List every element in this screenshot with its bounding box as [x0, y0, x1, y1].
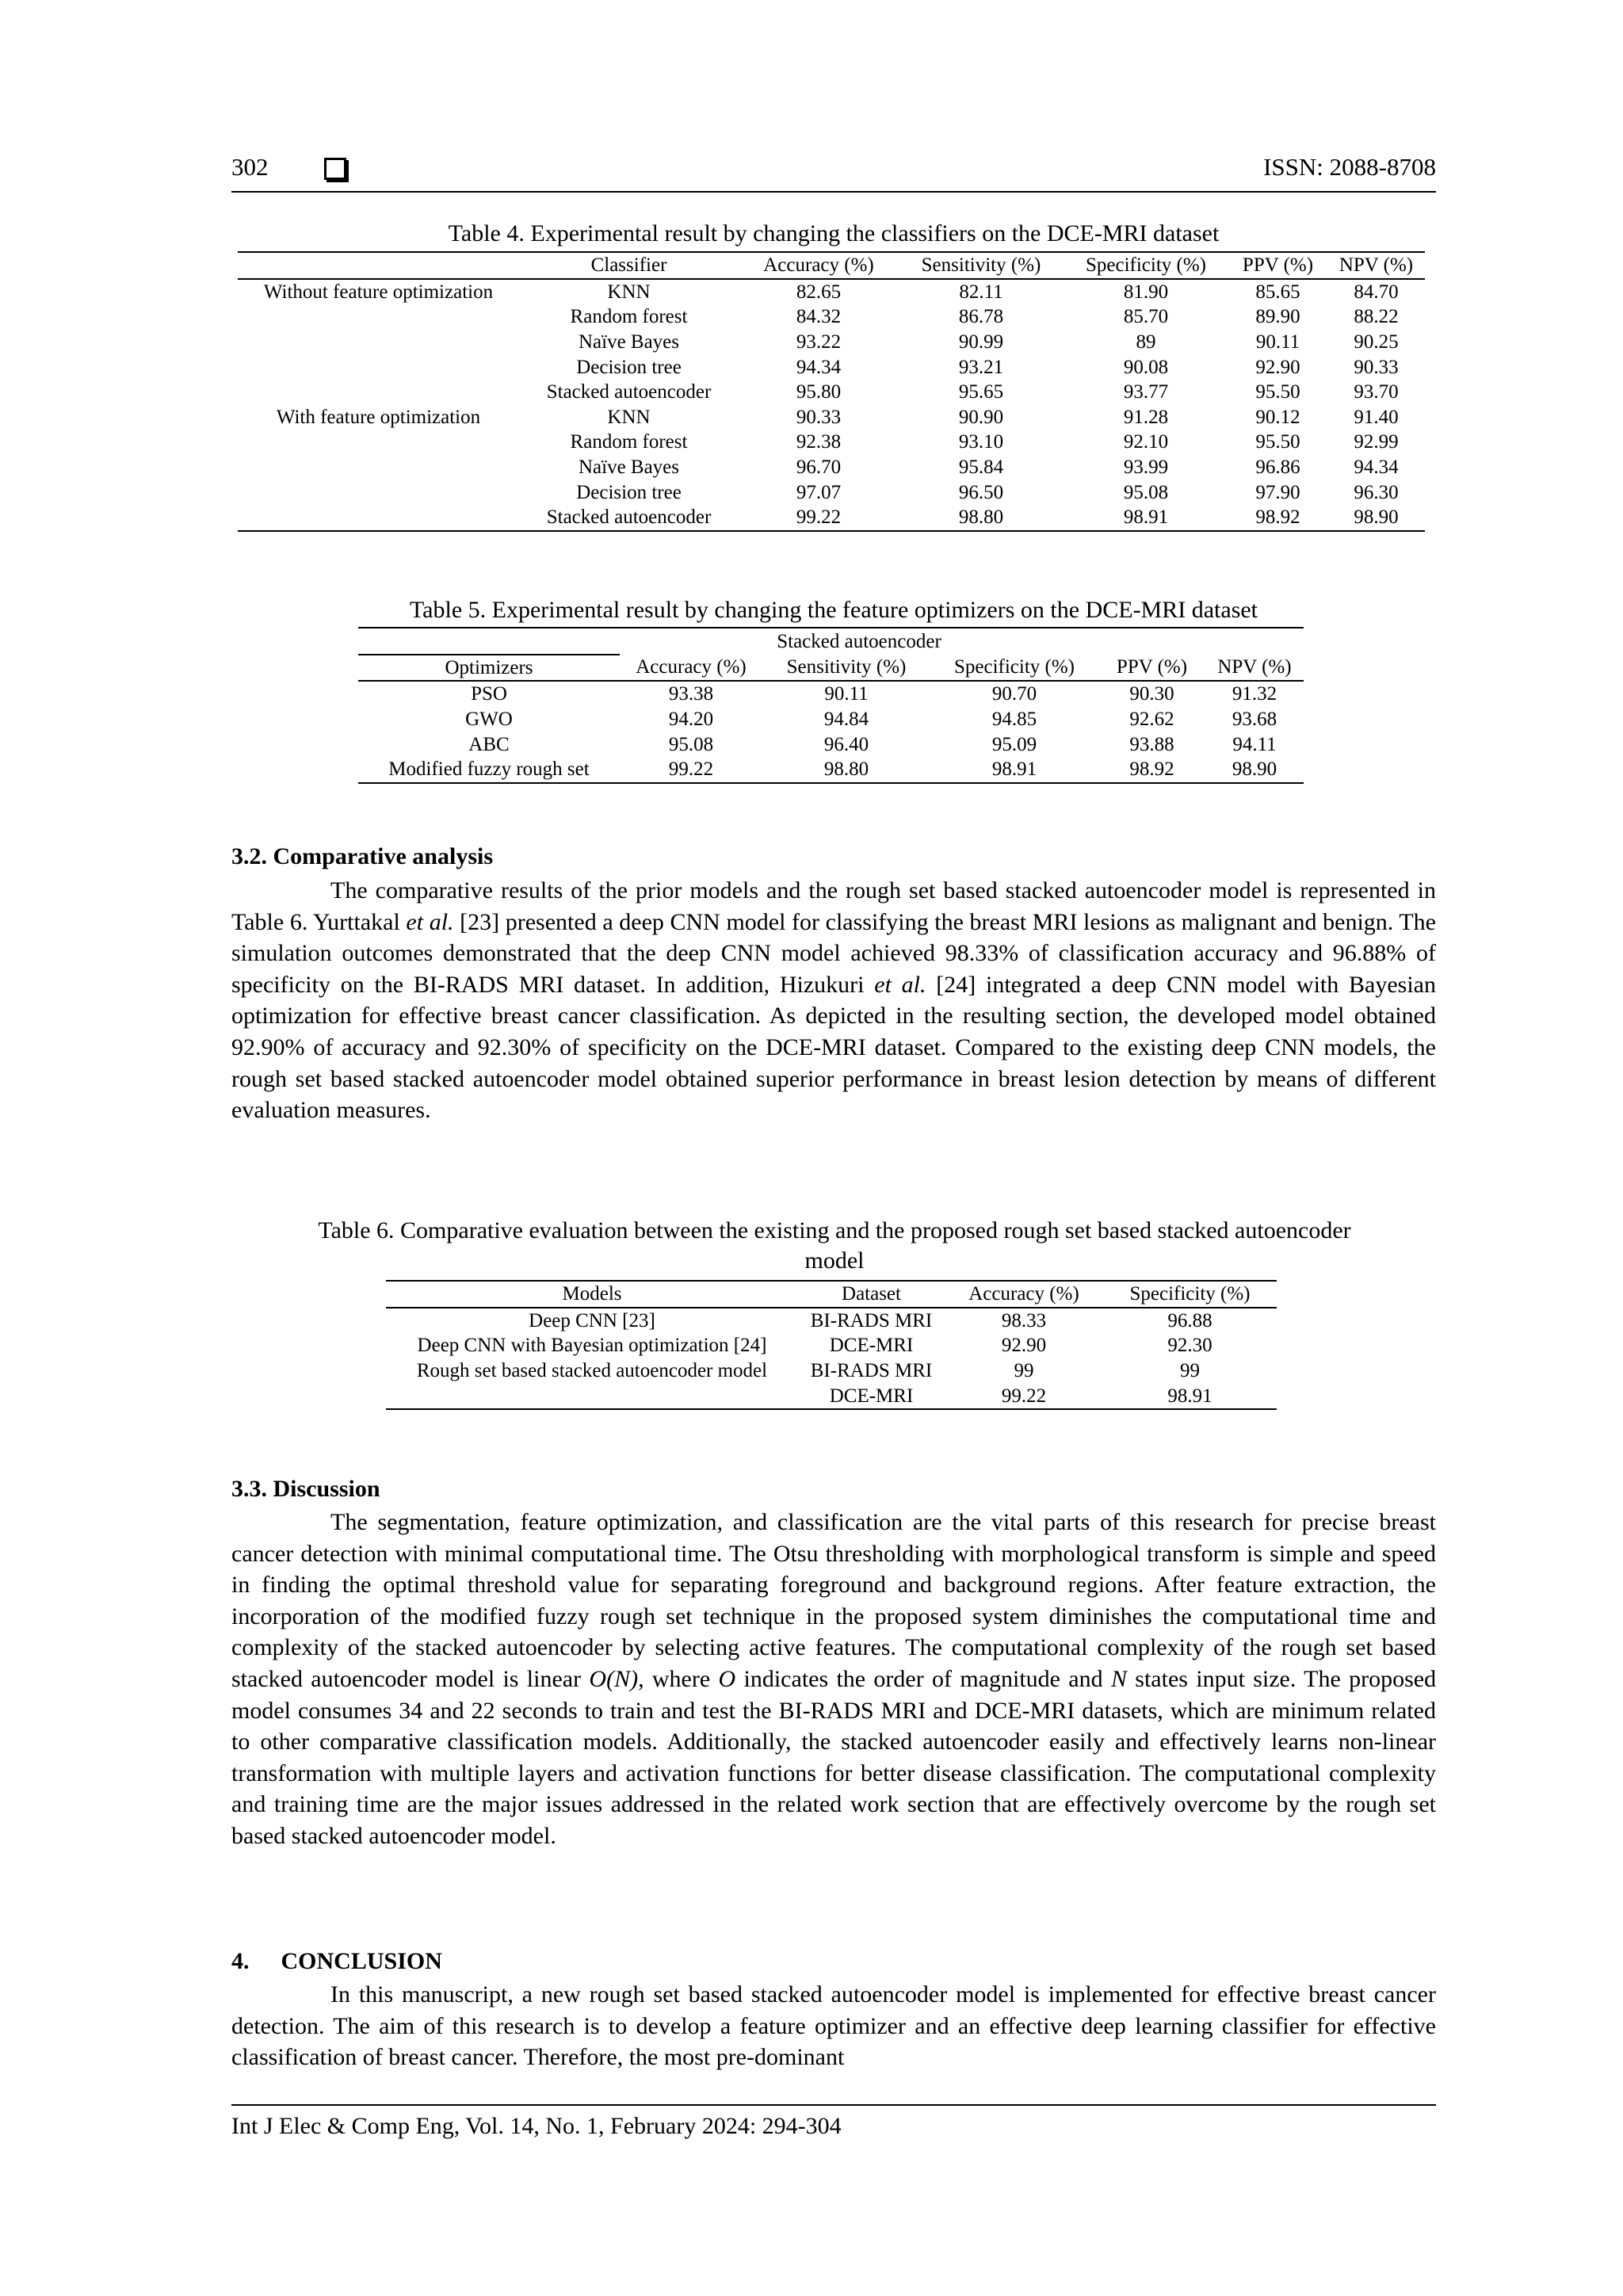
table-cell: BI-RADS MRI [810, 1360, 933, 1382]
table4-header-cell [238, 252, 519, 279]
table-cell [238, 455, 519, 480]
footer-citation: Int J Elec & Comp Eng, Vol. 14, No. 1, February 2024: 294-304 [231, 2113, 842, 2139]
table-cell [238, 304, 519, 330]
table-cell: Without feature optimization [263, 281, 494, 303]
table-cell: With feature optimization [276, 406, 481, 428]
table-cell: Deep CNN [23] [529, 1309, 655, 1331]
math-o-of-n: O(N) [589, 1665, 639, 1692]
table-row [238, 330, 1425, 355]
table-cell: 81.90 [1123, 281, 1169, 303]
table-cell: 93.22 [796, 331, 842, 353]
table-cell [238, 430, 519, 455]
math-o: O [718, 1665, 736, 1692]
table-cell: Rough set based stacked autoencoder model [416, 1360, 768, 1382]
header-rule [231, 191, 1436, 193]
table5-header-cell: Accuracy (%) [620, 655, 762, 682]
table-cell: 90.33 [796, 406, 842, 428]
section-3-3-body: The segmentation, feature optimization, and classification are the vital parts of this research for precise breast cancer detection with minimal computational time. The Otsu thresholding with morphological transform is simple and speed in finding the optimal threshold value for separating foreground and background regions. After feature extraction, the incorporation of the modified fuzzy rough set technique in the proposed system diminishes the computational time and complexity of the stacked autoencoder by selecting active features. The computational complexity of the rough set based stacked autoencoder model is linear O(N), where O indicates the order of magnitude and N states input size. The proposed model consumes 34 and 22 seconds to train and test the BI-RADS MRI and DCE-MRI datasets, which are minimum related to other comparative classification models. Additionally, the stacked autoencoder easily and effectively learns non-linear transformation with multiple layers and activation functions for better disease classification. The computational complexity and training time are the major issues addressed in the related work section that are effectively overcome by the rough set based stacked autoencoder model. [231, 1509, 1437, 1849]
table4-header-row [238, 252, 1425, 279]
table-cell: 98.91 [991, 758, 1037, 781]
table4 [238, 251, 1425, 532]
table-cell: 98.91 [1123, 506, 1169, 529]
table-cell: DCE-MRI [829, 1385, 914, 1407]
table-cell: 98.92 [1255, 506, 1300, 529]
table-cell: Random forest [570, 431, 688, 453]
table-cell: 92.99 [1354, 431, 1399, 453]
table6-body [386, 1308, 1277, 1409]
table-cell: 94.34 [796, 356, 842, 378]
table-cell: Decision tree [576, 481, 682, 503]
table-row [386, 1308, 1277, 1334]
table-cell: 82.65 [796, 281, 842, 303]
table-row [238, 354, 1425, 380]
table-cell: Stacked autoencoder [546, 381, 712, 403]
table-cell [238, 354, 519, 380]
section-3-2-body: The comparative results of the prior models and the rough set based stacked autoencoder model is represented in Table 6. Yurttakal et al. [23] presented a deep CNN model for classifying the breast MRI lesions as malignant and benign. The simulation outcomes demonstrated that the deep CNN model achieved 98.33% of classification accuracy and 96.88% of specificity on the BI-RADS MRI dataset. In addition, Hizukuri et al. [24] integrated a deep CNN model with Bayesian optimization for effective breast cancer classification. As depicted in the resulting section, the developed model obtained 92.90% of accuracy and 92.30% of specificity on the DCE-MRI dataset. Compared to the existing deep CNN models, the rough set based stacked autoencoder model obtained superior performance in breast lesion detection by means of different evaluation measures. [231, 877, 1436, 1124]
table-cell: 89.90 [1255, 306, 1300, 328]
section-4-heading [231, 1948, 442, 1975]
table-cell: 96.50 [958, 481, 1004, 503]
table6-header-row [386, 1281, 1277, 1308]
table5-header-row [358, 655, 1304, 682]
table5-header-cell: Optimizers [358, 655, 620, 682]
table5 [358, 627, 1304, 784]
table5-header-cell: NPV (%) [1205, 655, 1304, 682]
table-cell: 93.68 [1232, 709, 1277, 731]
issn: ISSN: 2088-8708 [1263, 153, 1436, 181]
table6-header-cell: Specificity (%) [1103, 1281, 1277, 1308]
table4-header-cell: PPV (%) [1228, 252, 1327, 279]
table-cell: Modified fuzzy rough set [388, 758, 590, 781]
table-cell: 93.38 [668, 683, 714, 705]
table-cell: 94.85 [991, 709, 1037, 731]
table-cell: 93.99 [1123, 457, 1169, 479]
table5-header-cell: Sensitivity (%) [762, 655, 930, 682]
table-row [238, 279, 1425, 305]
table-cell: 93.21 [958, 356, 1004, 378]
table-cell: 95.84 [958, 457, 1004, 479]
section-4-title: CONCLUSION [281, 1948, 442, 1974]
table-cell: ABC [468, 733, 510, 755]
table-cell [238, 380, 519, 405]
table-row [386, 1333, 1277, 1358]
table-cell: 85.65 [1255, 281, 1300, 303]
section-4-number: 4. [231, 1948, 250, 1974]
table-cell: 98.92 [1129, 758, 1174, 781]
table-cell: 93.10 [958, 431, 1004, 453]
table5-body [358, 681, 1304, 782]
table-cell: 90.11 [824, 683, 869, 705]
table5-header-cell: PPV (%) [1098, 655, 1205, 682]
table-cell: 90.08 [1123, 356, 1169, 378]
table-cell: 95.50 [1255, 381, 1300, 403]
table-row [386, 1383, 1277, 1409]
table6-header-cell: Dataset [798, 1281, 945, 1308]
table-cell: 99 [1014, 1360, 1034, 1382]
table-cell: 90.90 [958, 406, 1004, 428]
table-cell: 84.70 [1354, 281, 1399, 303]
table-cell: 95.08 [668, 733, 714, 755]
table6-caption: Table 6. Comparative evaluation between the existing and the proposed rough set based stacked autoencoder model [318, 1217, 1351, 1274]
table-cell: 99.22 [1001, 1385, 1047, 1407]
table-row [238, 430, 1425, 455]
table-cell: 94.84 [823, 709, 869, 731]
table-cell [238, 330, 519, 355]
table-cell: 95.08 [1123, 481, 1169, 503]
table-cell: 84.32 [796, 306, 842, 328]
table-cell: 99.22 [668, 758, 714, 781]
table-row [238, 505, 1425, 531]
table4-body [238, 279, 1425, 531]
table-cell: 92.10 [1123, 431, 1169, 453]
table4-header-cell: Accuracy (%) [739, 252, 899, 279]
table-row [358, 681, 1304, 707]
table4-caption: Table 4. Experimental result by changing the classifiers on the DCE-MRI dataset [448, 220, 1220, 246]
table-cell: Naïve Bayes [578, 331, 680, 353]
section-3-3-heading: 3.3. Discussion [231, 1476, 380, 1502]
table-cell: 92.38 [796, 431, 842, 453]
table-cell: KNN [607, 281, 651, 303]
table-cell: 92.90 [1255, 356, 1300, 378]
table-cell: 98.80 [958, 506, 1004, 529]
table-row [238, 479, 1425, 505]
table-cell: 92.30 [1167, 1335, 1212, 1357]
table-cell: Decision tree [576, 356, 682, 378]
table-cell: 98.80 [823, 758, 869, 781]
table-cell [238, 505, 519, 531]
table-cell: 99 [1180, 1360, 1200, 1382]
table-cell: DCE-MRI [829, 1335, 914, 1357]
table-cell: Naïve Bayes [578, 457, 680, 479]
table-cell: KNN [607, 406, 651, 428]
table-cell: 85.70 [1123, 306, 1169, 328]
table-row [358, 732, 1304, 757]
table-cell: 90.33 [1354, 356, 1399, 378]
table-cell: 90.99 [958, 331, 1004, 353]
table-cell: 94.20 [668, 709, 714, 731]
table-cell: 99.22 [796, 506, 842, 529]
table-cell: 91.32 [1232, 683, 1277, 705]
table-cell: 94.11 [1232, 733, 1277, 755]
table-cell: 93.77 [1123, 381, 1169, 403]
table-cell: BI-RADS MRI [810, 1309, 933, 1331]
table-cell: 90.30 [1129, 683, 1174, 705]
section-3-2-heading: 3.2. Comparative analysis [231, 843, 493, 869]
table6 [386, 1280, 1277, 1410]
table-cell: 86.78 [958, 306, 1004, 328]
footer-rule [231, 2104, 1436, 2106]
running-header [231, 153, 1436, 194]
table-cell: GWO [465, 709, 513, 731]
table6-header-cell: Models [386, 1281, 798, 1308]
table-cell: 96.88 [1167, 1309, 1212, 1331]
table-cell: 95.09 [991, 733, 1037, 755]
table4-header-cell: Classifier [519, 252, 739, 279]
table-cell: 98.90 [1232, 758, 1277, 781]
table6-header-cell: Accuracy (%) [945, 1281, 1103, 1308]
table-cell: 98.33 [1001, 1309, 1047, 1331]
table-cell: 98.91 [1167, 1385, 1212, 1407]
table4-header-cell: Sensitivity (%) [899, 252, 1064, 279]
table-cell: 91.40 [1354, 406, 1399, 428]
table-cell: 92.90 [1001, 1335, 1047, 1357]
table-cell: 95.50 [1255, 431, 1300, 453]
table-cell: 88.22 [1354, 306, 1399, 328]
table-cell: PSO [471, 683, 507, 705]
table-cell [238, 479, 519, 505]
table-cell: 90.25 [1354, 331, 1399, 353]
table-cell: 93.88 [1129, 733, 1174, 755]
square-bullet-icon [324, 158, 346, 180]
page-number: 302 [231, 153, 269, 181]
table-cell: Deep CNN with Bayesian optimization [24] [417, 1335, 767, 1357]
table-row [238, 304, 1425, 330]
table-row [238, 455, 1425, 480]
table-cell: 92.62 [1129, 709, 1174, 731]
table-cell: 96.30 [1354, 481, 1399, 503]
math-n: N [1110, 1665, 1127, 1692]
table-cell: 90.70 [991, 683, 1037, 705]
table-cell: 90.12 [1255, 406, 1300, 428]
table-cell: Random forest [570, 306, 688, 328]
table-cell: 94.34 [1354, 457, 1399, 479]
table-cell: 89 [1136, 331, 1156, 353]
table-cell: 97.07 [796, 481, 842, 503]
table5-caption: Table 5. Experimental result by changing the feature optimizers on the DCE-MRI dataset [409, 597, 1258, 623]
table-cell: Stacked autoencoder [546, 506, 712, 529]
table-row [358, 757, 1304, 783]
table-row [386, 1358, 1277, 1384]
table-cell: 97.90 [1255, 481, 1300, 503]
table-cell [386, 1383, 798, 1409]
table5-group-header: Stacked autoencoder [777, 630, 941, 652]
table-cell: 96.70 [796, 457, 842, 479]
table-cell: 96.86 [1255, 457, 1300, 479]
table4-header-cell: Specificity (%) [1064, 252, 1228, 279]
section-4-body: In this manuscript, a new rough set based stacked autoencoder model is implemented for effective breast cancer detection. The aim of this research is to develop a feature optimizer and an effective deep learning classifier for effective classification of breast cancer. Therefore, the most pre-dominant [231, 1981, 1436, 2071]
table4-header-cell: NPV (%) [1327, 252, 1425, 279]
table-cell: 91.28 [1123, 406, 1169, 428]
table-cell: 93.70 [1354, 381, 1399, 403]
table-row [358, 707, 1304, 732]
table-row [238, 380, 1425, 405]
table-cell: 98.90 [1354, 506, 1399, 529]
table-cell: 90.11 [1255, 331, 1300, 353]
table-cell: 95.65 [958, 381, 1004, 403]
table-cell: 82.11 [959, 281, 1003, 303]
table-cell: 95.80 [796, 381, 842, 403]
table-cell: 96.40 [823, 733, 869, 755]
table-row [238, 405, 1425, 430]
table5-header-cell: Specificity (%) [930, 655, 1098, 682]
